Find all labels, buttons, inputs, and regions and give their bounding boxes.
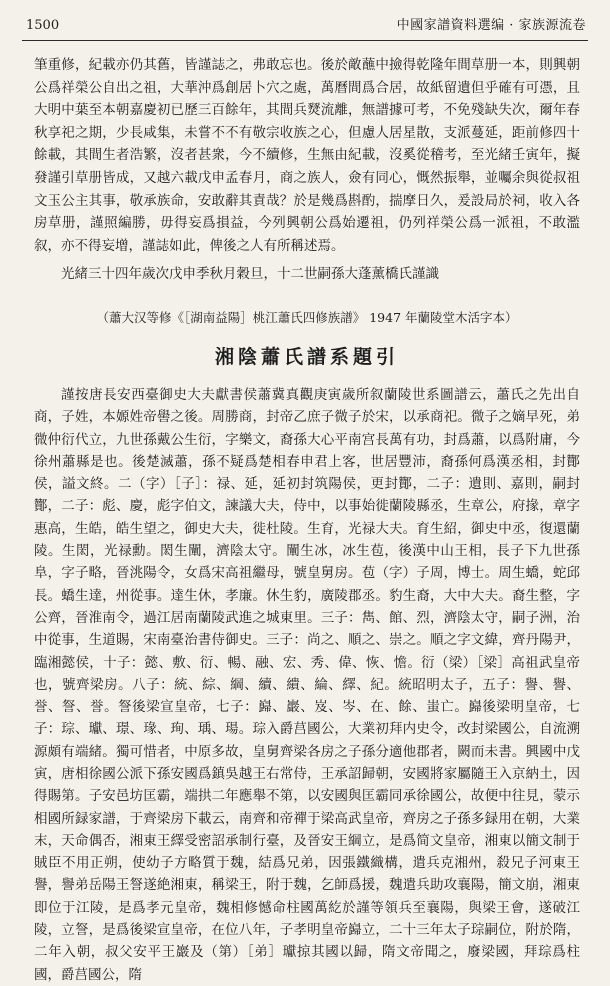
- running-title: 中國家譜資料選编 · 家族源流卷: [396, 18, 586, 33]
- page-content: [34, 54, 580, 986]
- preface-paragraph: 筆重修，紀載亦仍其舊，皆謹誌之，弗敢忘也。後於敵蘸中撿得乾隆年間草册一本，則興朝公爲祥榮公自出之祖，大華沖爲創居卜穴之處，萬曆間爲合居，故紙留遺但乎確有可憑，且大明中葉至本朝嘉慶初已歷三百餘年，其間兵燹流離，無譜據可考，不免殘缺失次，爾年春秋享祀之期，少長咸集，未嘗不不有敬宗收族之心，但慮人居星散，支派蔓延，距前修四十餘載，其間生者浩繁，沒者甚衆，今不續修，生無由紀載，沒奚從稽考，至光緒壬寅年，擬發謹引草册皆成，又越六載戊申孟春月，商之族人，僉有同心，慨然振舉，並囑余與從叔祖文玉公主其事，敬承族命，安敢辭其責哉？於是幾爲斟酌，揣摩日久，爰設局於祠，收入各房草册，謹照編勝，毋得妄爲損益，今列興朝公爲始遷祖，仍列祥榮公爲一派祖，不敢濫叙，亦不得妄增，謹誌如此，俾後之人有所稱述焉。: [34, 57, 580, 254]
- source-note: （蕭大汉等修《［湖南益陽］桃江蕭氏四修族譜》 1947 年蘭陵堂木活字本）: [96, 309, 518, 325]
- section-body: [34, 384, 580, 986]
- section-title: 湘陰蕭氏譜系題引: [214, 345, 399, 368]
- page-number: 1500: [26, 18, 60, 33]
- preface-signature: 光緒三十四年歲次戊申季秋月穀旦，十二世嗣孫大蓬薰橋氏謹識: [61, 266, 439, 283]
- page-header: [22, 14, 588, 41]
- body-paragraph: 謹按唐長安西臺御史大夫獻書侯蕭冀真觀庚寅歲所叙蘭陵世系圖譜云，蕭氏之先出自商，子姓，本嫄姓帝嚳之後。周勝商，封帝乙庶子微子於宋，以承商祀。微子之嫡早死，弟微仲衍代立，九世孫戴公生衍，字樂文，裔孫大心平南宫長萬有功，封爲蕭，以爲附庸，今徐州蕭縣是也。後楚滅蕭，孫不疑爲楚相春申君上客，世居豐沛，裔孫何爲漢丞相，封酇侯，謚文終。二（字）［子］：禄、延，延初封筑陽侯，更封酇，二子：遺則、嘉則，嗣封酇，二子：彪、慶，彪字伯文，諫議大夫，侍中，以事始徙蘭陵縣丞，生章公，府掾，章字惠高，生皓，皓生望之，御史大夫，徙杜陵。生育，光禄大夫。育生紹，御史中丞，復還蘭陵。生閎，光禄勳。閎生闡，濟陰太守。闡生冰，冰生苞，後漢中山王相，長子下九世孫阜，字子略，晉洮陽令，女爲宋高祖繼母，號皇舅房。苞（字）子周，博士。周生蟜，蛇邱長。蟜生達，州從事。達生休，孝廉。休生豹，廣陵郡丞。豹生裔，大中大夫。裔生整，字公齊，晉淮南令，過江居南蘭陵武進之城東里。三子：雋、館、烈，濟陰太守，嗣子洲，治中從事，生道賜，宋南臺治書侍御史。三子：尚之、順之、崇之。順之字文緯，齊丹陽尹，臨湘懿侯，十子：懿、敷、衍、暢、融、宏、秀、偉、恢、憺。衍（梁）［梁］高祖武皇帝也，號齊梁房。八子：統、綜、綱、續、繢、綸、繹、紀。統昭明太子，五子：譽、譽、誉、詧、誉。詧後梁宣皇帝，七子：巋、巖、岌、岑、在、餘、蚩亡。巋後梁明皇帝，七子：琮、瓛、璟、瑑、珣、瑀、瑒。琮入爵莒國公，大業初拜内史令，改封梁國公，自流溯源頗有端緒。獨可惜者，中原多故，皇舅齊梁各房之子孫分適他郡者，闕而未書。興國中戊寅，唐相徐國公派下孫安國爲鎮吳越王右常侍，王承詔歸朝，安國將家屬隨王入京納土，因得賜第。子安邑坊匡霸，端拱二年應舉不第，以安國與匡霸同承徐國公，故便中往見，蒙示相國所録家譜，于齊梁房下載云，南齊和帝禪于梁高武皇帝，齊房之子孫多録用在朝，大業末，天命偶否，湘東王繹受密詔承制行臺，及晉安王綱立，是爲简文皇帝，湘東以簡文制于賊臣不用正朔，使幼子方略質于魏，結爲兄弟，因張鐵織構，遣兵克湘州，殺兄子河東王譽，譽弟岳陽王詧遂絶湘東，稱梁王，附于魏，乞師爲援，魏遣兵助攻襄陽，簡文崩，湘東即位于江陵，是爲孝元皇帝，魏相修憾命柱國萬紇於謹等領兵至襄陽，與梁王會，遂破江陵，立詧，是爲後梁宣皇帝，在位八年，子孝明皇帝巋立，二十三年太子琮嗣位，附於隋，二年入朝，叔父安平王巖及（第）［弟］瓛掠其國以歸，隋文帝聞之，廢梁國，拜琮爲柱國，爵莒國公，隋: [34, 386, 580, 983]
